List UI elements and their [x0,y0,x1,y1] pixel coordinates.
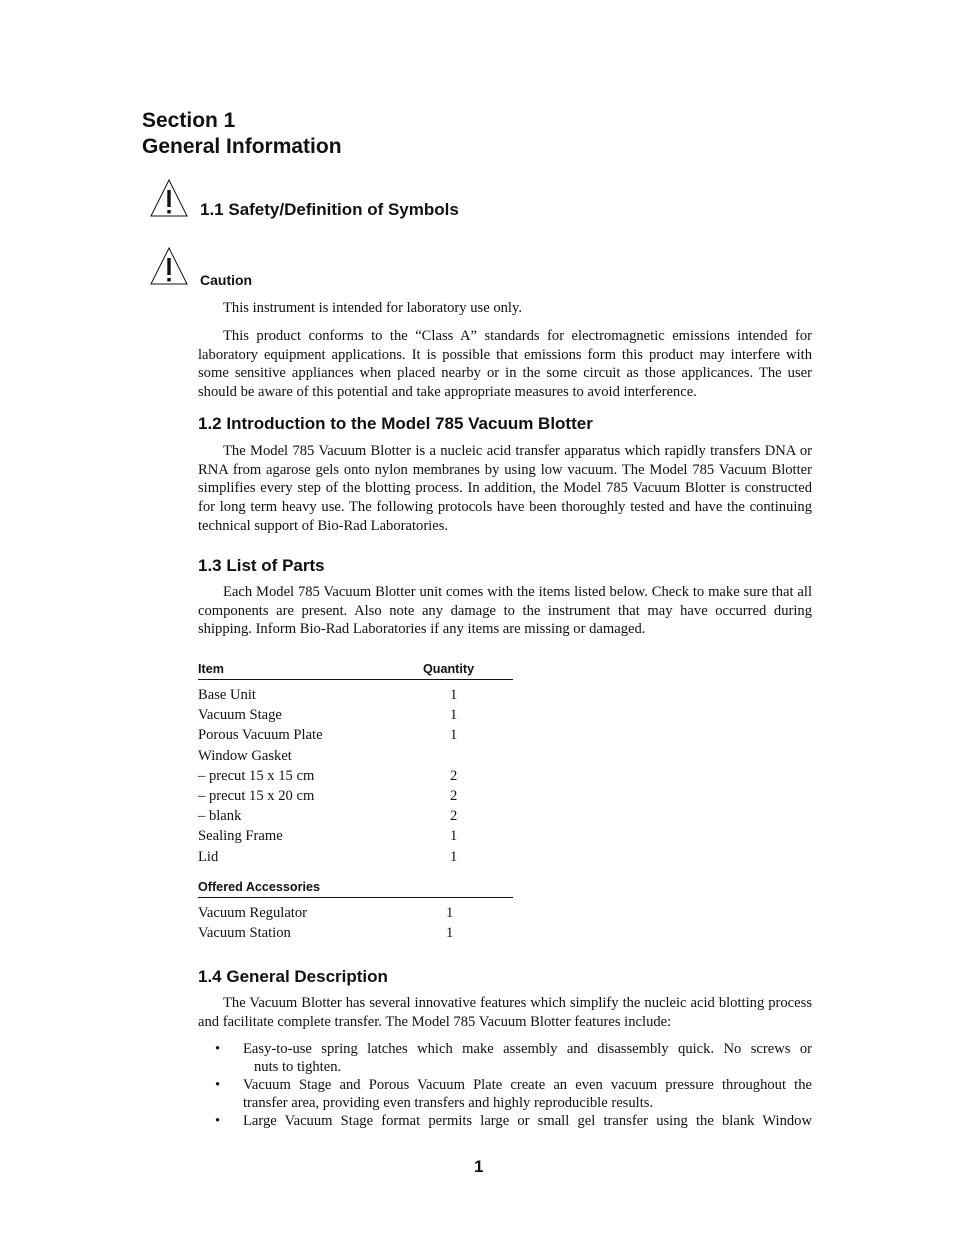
table-row: Vacuum Regulator 1 [198,905,454,921]
table-row: – blank 2 [198,808,458,825]
accessories-table-header [198,880,513,898]
heading-1-2: 1.2 Introduction to the Model 785 Vacuum Blotter [198,414,593,433]
table-row: Sealing Frame 1 [198,828,458,845]
col-quantity: Quantity [423,662,475,676]
caution-paragraph-1: This instrument is intended for laboratory use only. [223,300,522,316]
table-row: Vacuum Station 1 [198,925,454,942]
section-name: General Information [142,135,342,158]
accessories-table [198,880,513,943]
table-row: – precut 15 x 15 cm 2 [198,767,458,784]
table-row: Lid 1 [198,848,458,865]
table-row: Porous Vacuum Plate 1 [198,727,458,744]
caution-paragraph-2: This product conforms to the “Class A” standards for electromagnetic emissions intended for laboratory equipment applications. It is possible that emissions form this product may interfere with some sensitive appliances when placed nearby or in the some circuit as those applicances. The user should be aware of this potential and take appropriate measures to avoid interference. [198,328,812,401]
section-title [142,108,342,160]
list-item: • Large Vacuum Stage format permits large or small gel transfer using the blank Window [215,1113,812,1129]
warning-triangle-icon [149,178,189,218]
intro-paragraph: The Model 785 Vacuum Blotter is a nucleic acid transfer apparatus which rapidly transfers DNA or RNA from agarose gels onto nylon membranes by using low vacuum. The Model 785 Vacuum Blotter simplifies every step of the blotting process. In addition, the Model 785 Vacuum Blotter is constructed for long term heavy use. The following protocols have been thoroughly tested and have the continuing technical support of Bio-Rad Laboratories. [198,443,812,534]
bullet-icon: • [215,1077,221,1093]
bullet-icon: • [215,1113,221,1129]
table-row: Vacuum Stage 1 [198,707,458,724]
heading-1-4: 1.4 General Description [198,967,388,986]
bullet-icon: • [215,1041,221,1057]
heading-1-1: 1.1 Safety/Definition of Symbols [200,200,459,219]
caution-label: Caution [200,272,253,288]
heading-1-3: 1.3 List of Parts [198,556,325,575]
parts-table [198,662,513,867]
warning-triangle-icon [149,246,189,286]
list-item: • Vacuum Stage and Porous Vacuum Plate create an even vacuum pressure throughout the transfer area, providing even transfers and highly reproducible results. [215,1077,812,1111]
description-paragraph: The Vacuum Blotter has several innovative features which simplify the nucleic acid blotting process and facilitate complete transfer. The Model 785 Vacuum Blotter features include: [198,995,812,1030]
table-row: – precut 15 x 20 cm 2 [198,787,458,804]
list-item: • Easy-to-use spring latches which make assembly and disassembly quick. No screws or nuts to tighten. [215,1041,812,1075]
parts-paragraph: Each Model 785 Vacuum Blotter unit comes with the items listed below. Check to make sure that all components are present. Also note any damage to the instrument that may have occurred during shipping. Inform Bio-Rad Laboratories if any items are missing or damaged. [198,584,812,638]
parts-table-header [198,662,513,680]
table-row: Window Gasket [198,747,292,764]
feature-list [198,1040,812,1130]
accessories-heading: Offered Accessories [198,880,321,894]
col-item: Item [198,662,224,676]
section-number: Section 1 [142,109,236,132]
page-number: 1 [474,1157,484,1176]
table-row: Base Unit 1 [198,687,458,703]
